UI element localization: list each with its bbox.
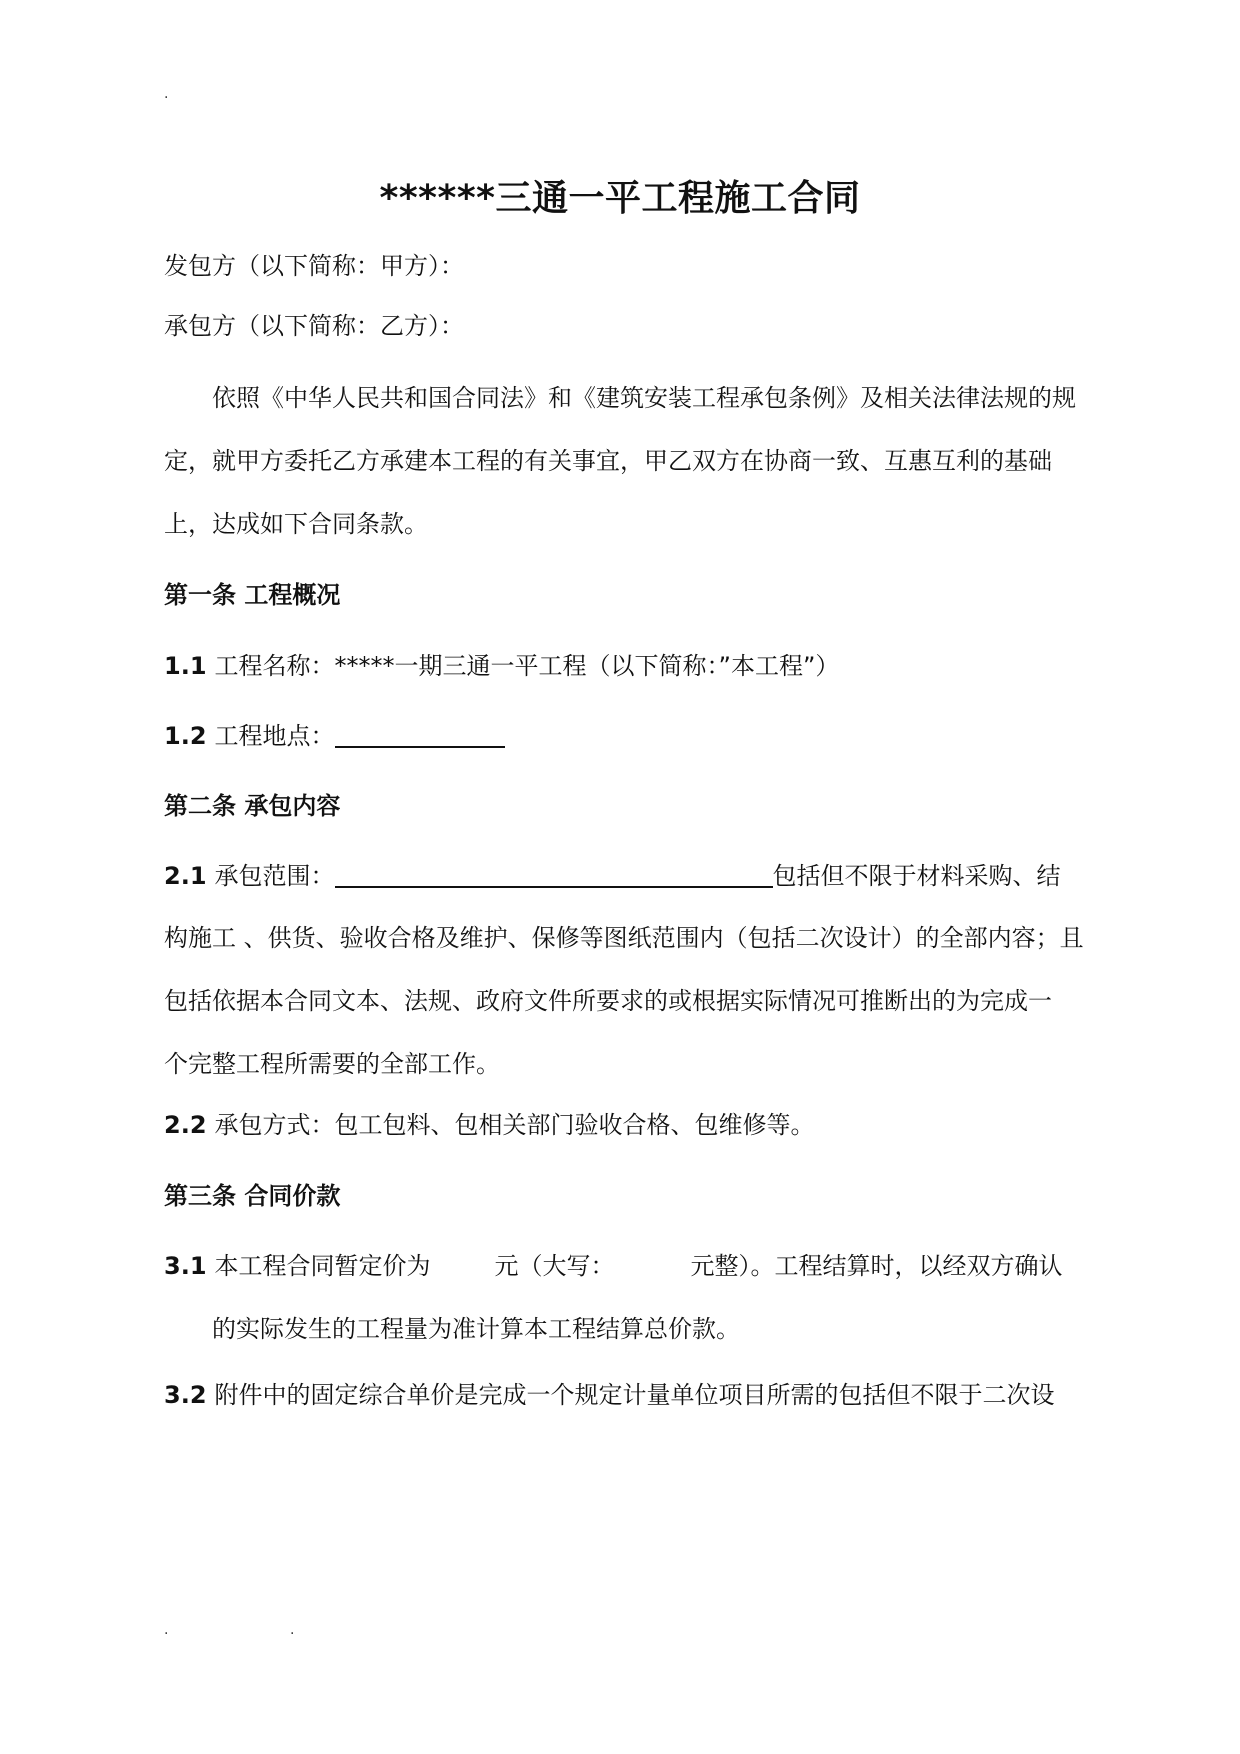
clause-text: 工程名称：*****一期三通一平工程（以下简称：”本工程”） <box>214 652 840 680</box>
article-1-heading: 第一条 工程概况 <box>164 581 341 609</box>
preamble-line-3: 上，达成如下合同条款。 <box>164 510 428 538</box>
clause-number: 3.2 <box>164 1381 207 1409</box>
clause-number: 3.1 <box>164 1252 207 1280</box>
clause-2-1-line-4: 个完整工程所需要的全部工作。 <box>164 1050 500 1078</box>
footer-mark-right: . <box>290 1622 295 1638</box>
article-3-heading: 第三条 合同价款 <box>164 1182 341 1210</box>
article-2-heading: 第二条 承包内容 <box>164 792 341 820</box>
clause-number: 1.1 <box>164 652 207 680</box>
clause-1-1 <box>164 646 839 681</box>
clause-text: 附件中的固定综合单价是完成一个规定计量单位项目所需的包括但不限于二次设 <box>214 1381 1055 1409</box>
clause-text: 承包方式：包工包料、包相关部门验收合格、包维修等。 <box>214 1111 815 1139</box>
party-contractor: 承包方（以下简称：乙方）： <box>164 312 464 340</box>
clause-1-2 <box>164 716 505 751</box>
clause-number: 2.1 <box>164 862 207 890</box>
clause-label: 承包范围： <box>214 862 335 890</box>
blank-line <box>335 720 505 748</box>
clause-text: 元整）。工程结算时，以经双方确认 <box>690 1252 1063 1280</box>
clause-2-2 <box>164 1105 815 1140</box>
clause-text: 工程地点： <box>214 722 335 750</box>
header-mark: . <box>164 86 169 102</box>
clause-2-1 <box>164 856 1061 891</box>
clause-text: 元（大写： <box>494 1252 615 1280</box>
party-employer: 发包方（以下简称：甲方）： <box>164 252 464 280</box>
preamble-line-1: 依照《中华人民共和国合同法》和《建筑安装工程承包条例》及相关法律法规的规 <box>212 384 1076 412</box>
clause-text: 本工程合同暂定价为 <box>214 1252 431 1280</box>
clause-number: 1.2 <box>164 722 207 750</box>
clause-3-1-line-2: 的实际发生的工程量为准计算本工程结算总价款。 <box>212 1315 740 1343</box>
blank-line <box>335 860 773 888</box>
clause-3-1 <box>164 1246 1063 1281</box>
clause-2-1-line-3: 包括依据本合同文本、法规、政府文件所要求的或根据实际情况可推断出的为完成一 <box>164 987 1052 1015</box>
clause-2-1-line-2: 构施工 、供货、验收合格及维护、保修等图纸范围内（包括二次设计）的全部内容；且 <box>164 924 1084 952</box>
preamble-line-2: 定，就甲方委托乙方承建本工程的有关事宜，甲乙双方在协商一致、互惠互利的基础 <box>164 447 1052 475</box>
clause-text: 包括但不限于材料采购、结 <box>772 862 1061 890</box>
clause-number: 2.2 <box>164 1111 207 1139</box>
document-title: ******三通一平工程施工合同 <box>379 178 861 219</box>
footer-mark-left: . <box>164 1622 169 1638</box>
clause-3-2 <box>164 1375 1055 1410</box>
